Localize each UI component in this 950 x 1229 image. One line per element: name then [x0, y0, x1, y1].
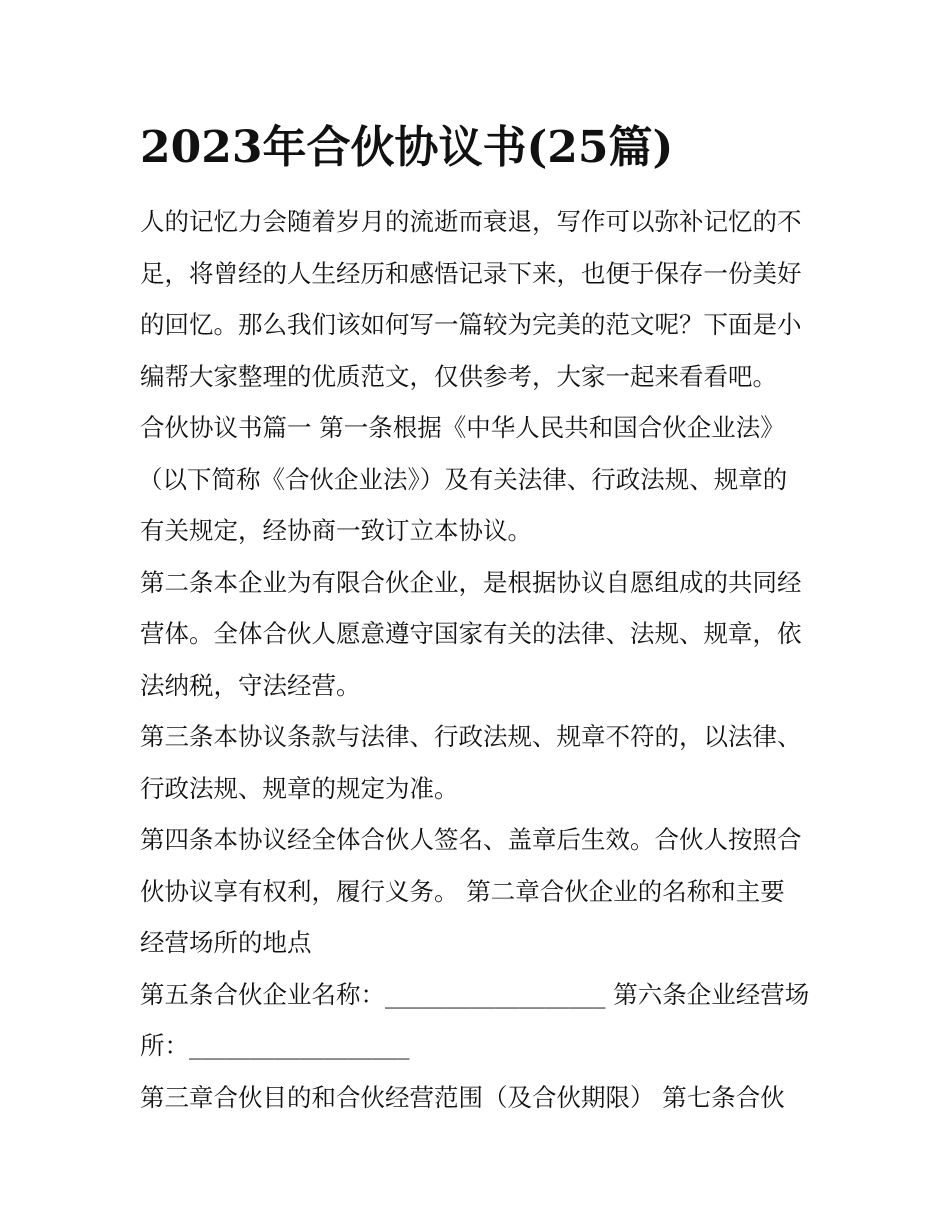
body-line: 编帮大家整理的优质范文，仅供参考，大家一起来看看吧。	[140, 361, 777, 391]
body-line: 第五条合伙企业名称：__________________ 第六条企业经营场	[140, 979, 810, 1009]
document-title: 2023年合伙协议书(25篇)	[140, 122, 674, 173]
body-line: 第三章合伙目的和合伙经营范围（及合伙期限） 第七条合伙	[140, 1082, 785, 1112]
body-line: 合伙协议书篇一 第一条根据《中华人民共和国合伙企业法》	[140, 413, 785, 442]
document-body	[140, 196, 815, 1123]
body-line: 的回忆。那么我们该如何写一篇较为完美的范文呢？下面是小	[140, 310, 802, 339]
body-line: （以下简称《合伙企业法》）及有关法律、行政法规、规章的	[138, 464, 788, 494]
body-line: 所：__________________	[140, 1031, 410, 1060]
body-line: 足，将曾经的人生经历和感悟记录下来，也便于保存一份美好	[140, 258, 802, 288]
body-line: 人的记忆力会随着岁月的流逝而衰退，写作可以弥补记忆的不	[140, 207, 802, 236]
body-line: 行政法规、规章的规定为准。	[140, 773, 459, 803]
body-line: 经营场所的地点	[140, 928, 312, 957]
body-line: 营体。全体合伙人愿意遵守国家有关的法律、法规、规章，依	[140, 619, 802, 648]
body-line: 第四条本协议经全体合伙人签名、盖章后生效。合伙人按照合	[140, 825, 802, 854]
body-line: 第二条本企业为有限合伙企业，是根据协议自愿组成的共同经	[140, 567, 802, 597]
body-line: 伙协议享有权利，履行义务。 第二章合伙企业的名称和主要	[140, 876, 785, 906]
body-line: 有关规定，经协商一致订立本协议。	[140, 516, 532, 545]
body-line: 第三条本协议条款与法律、行政法规、规章不符的，以法律、	[140, 722, 802, 751]
body-line: 法纳税，守法经营。	[140, 670, 361, 700]
